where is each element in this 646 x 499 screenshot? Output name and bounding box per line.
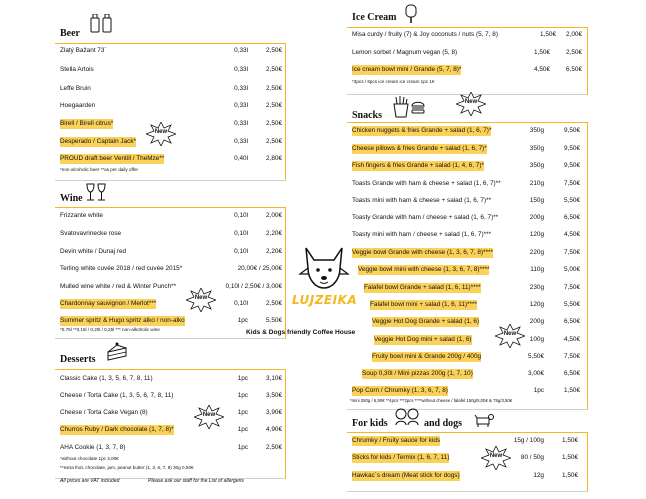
new-badge: New: [146, 122, 176, 146]
kids-icon: [394, 408, 420, 431]
allergens-note: Please ask our staff for the List of allergens: [148, 478, 244, 484]
beer-note: *non-alcoholic beer **as per daily offer: [60, 167, 139, 172]
desserts-note-1: *without chocolate 1pc 3,00€: [60, 456, 119, 461]
dog-icon: [474, 412, 494, 433]
dog-logo-icon: [296, 244, 352, 299]
wine-note: *0,75l **0,15l / 0,20l / 0,25l *** non-alkoholic wine: [60, 327, 160, 332]
new-badge: New: [495, 324, 525, 348]
vat-note: All prices are VAT included: [60, 478, 120, 484]
new-badge: New: [186, 288, 216, 312]
beer-title: Beer: [60, 28, 80, 39]
wine-icon: [84, 183, 108, 208]
snacks-title: Snacks: [352, 110, 383, 121]
desserts-title: Desserts: [60, 354, 96, 365]
brand-name: LUJZEIKA: [292, 293, 358, 307]
wine-title: Wine: [60, 193, 83, 204]
kids-title-right: and dogs: [424, 418, 463, 429]
new-badge: New: [194, 405, 224, 429]
cake-icon: [106, 342, 128, 367]
ice-cream-note: *3pcs / 6pcs ice cream ice cream 1pc 1€: [352, 79, 435, 84]
kids-title-left: For kids: [352, 418, 388, 429]
beer-icon: [88, 14, 114, 39]
ice-cream-title: Ice Cream: [352, 12, 397, 23]
burger-icon: [411, 100, 425, 119]
snacks-note: *mini 250g / 6,50€ **4pcs ***2pcs ****without cheese / falafel 150g/5,00€ & 75g/3,50€: [350, 398, 513, 403]
fries-icon: [392, 96, 410, 123]
desserts-note-2: **extra fruit, chocolate, jam, peanut butter (1, 3, 6, 7, 8) 30g 0,50€: [60, 465, 194, 470]
new-badge: New: [481, 446, 511, 470]
new-badge: New: [456, 92, 486, 116]
desserts-box: [55, 369, 286, 479]
brand-tagline: Kids & Dogs friendly Coffee House: [246, 329, 356, 336]
ice-cream-icon: [404, 4, 418, 29]
